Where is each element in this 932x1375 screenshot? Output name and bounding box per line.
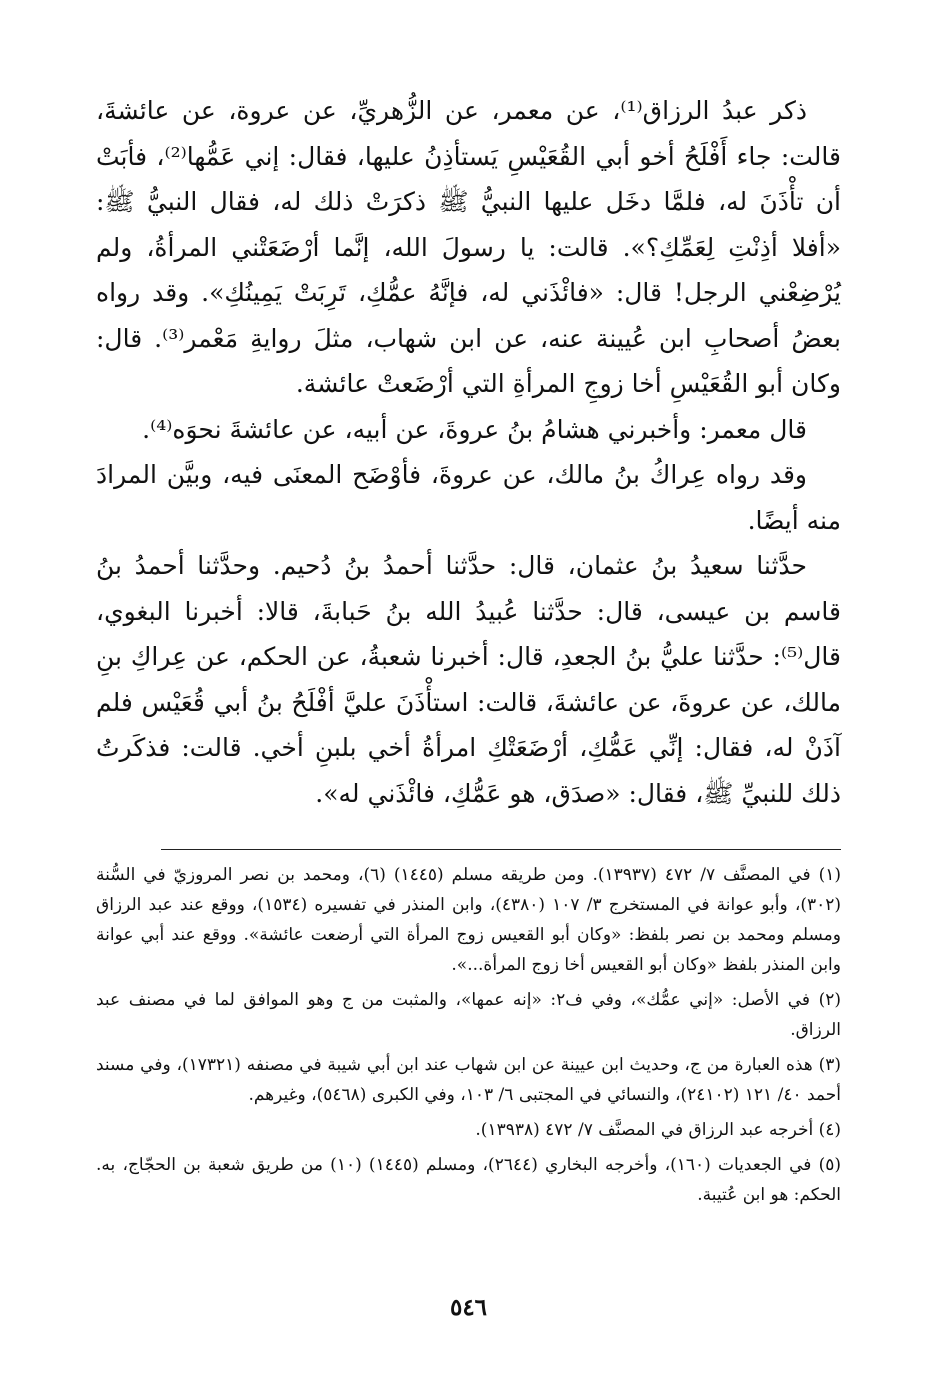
- paragraph: وقد رواه عِراكُ بنُ مالك، عن عروةَ، فأوْضَح المعنَى فيه، وبيَّن المرادَ منه أيضًا.: [96, 460, 841, 535]
- paragraph: قال معمر: وأخبرني هشامُ بنُ عروةَ، عن أبيه، عن عائشةَ نحوَه⁽⁴⁾.: [142, 414, 807, 444]
- footnote-3: (٣) هذه العبارة من ج، وحديث ابن عيينة عن ابن شهاب عند ابن أبي شيبة في مصنفه (١٧٣٢١)، وفي مسند أحمد ٤٠/ ١٢١ (٢٤١٠٢)، والنسائي في المجتبى ٦/ ١٠٣، وفي الكبرى (٥٤٦٨)، وغيرهم.: [96, 1055, 841, 1105]
- footnote-divider: [161, 849, 841, 850]
- footnote-1: (١) في المصنَّف ٧/ ٤٧٢ (١٣٩٣٧). ومن طريقه مسلم (١٤٤٥) (٦)، ومحمد بن نصر المروزيّ في السُّنة (٣٠٢)، وأبو عوانة في المستخرج ٣/ ١٠٧ (٤٣٨٠)، وابن المنذر في تفسيره (١٥٣٤)، ووقع عند عبد الرزاق ومسلم ومحمد بن نصر بلفظ: «وكان أبو القعيس زوج المرأة التي أرضعت عائشة». ووقع عند أبي عوانة وابن المنذر بلفظ «وكان أبو القعيس أخا زوج المرأة...».: [96, 865, 842, 975]
- paragraph: ذكر عبدُ الرزاق⁽¹⁾، عن معمر، عن الزُّهريِّ، عن عروة، عن عائشةَ، قالت: جاء أَفْلَحُ أخو أبي القُعَيْسِ يَستأذِنُ عليها، فقال: إني عَمُّها⁽²⁾، فأبَتْ أن تأْذَنَ له، فلمَّا دخَل عليها النبيُّ ﷺ ذكرَتْ ذلك له، فقال النبيُّ ﷺ: «أفلا أذِنْتِ لِعَمِّكِ؟». قالت: يا رسولَ الله، إنَّما أرْضَعَتْني المرأةُ، ولم يُرْضِعْني الرجل! قال: «فائْذَني له، فإنَّهُ عمُّكِ، تَرِبَتْ يَمِينُكِ». وقد رواه بعضُ أصحابِ ابن عُيينة عنه، عن ابن شهاب، مثلَ روايةِ مَعْمر⁽³⁾. قال: وكان أبو القُعَيْسِ أخا زوجِ المرأةِ التي أرْضَعتْ عائشة.: [96, 96, 841, 398]
- page-number: ٥٤٦: [449, 1294, 488, 1321]
- main-text: [96, 88, 841, 816]
- footnote-5: (٥) في الجعديات (١٦٠)، وأخرجه البخاري (٢٦٤٤)، ومسلم (١٤٤٥) (١٠) من طريق شعبة بن الحجّاج، به. الحكم: هو ابن عُتيبة.: [96, 1155, 842, 1205]
- footnotes: [96, 860, 841, 1215]
- footnote-2: (٢) في الأصل: «إني عمُّك»، وفي ف٢: «إنه عمها»، والمثبت من ج وهو الموافق لما في مصنف عبد الرزاق.: [96, 990, 841, 1040]
- paragraph: حدَّثنا سعيدُ بنُ عثمان، قال: حدَّثنا أحمدُ بنُ دُحيم. وحدَّثنا أحمدُ بنُ قاسم بن عيسى، قال: حدَّثنا عُبيدُ الله بنُ حَبابةَ، قالا: أخبرنا البغوي، قال⁽⁵⁾: حدَّثنا عليُّ بنُ الجعدِ، قال: أخبرنا شعبةُ، عن الحكم، عن عِراكِ بنِ مالك، عن عروةَ، عن عائشةَ، قالت: استأْذَنَ عليَّ أفْلَحُ بنُ أبي قُعَيْس فلم آذَنْ له، فقال: إنِّي عَمُّكِ، أرْضَعَتْكِ امرأةُ أخي بلبنِ أخي. قالت: فذكَرتُ ذلك للنبيِّ ﷺ، فقال: «صدَق، هو عَمُّكِ، فائْذَني له».: [96, 551, 841, 808]
- book-page: [96, 88, 841, 1338]
- footnote-4: (٤) أخرجه عبد الرزاق في المصنَّف ٧/ ٤٧٢ (١٣٩٣٨).: [475, 1120, 841, 1140]
